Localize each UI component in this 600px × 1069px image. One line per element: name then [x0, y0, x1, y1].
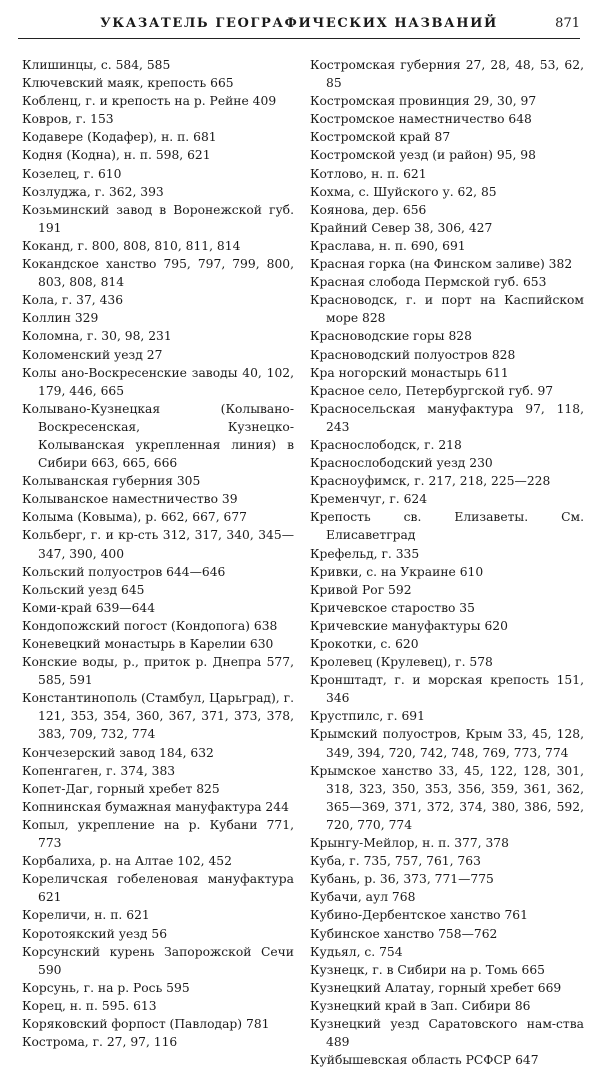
index-entry: Копет-Даг, горный хребет 825 — [22, 781, 220, 796]
index-entry: Кореличи, н. п. 621 — [22, 908, 150, 923]
index-entry: Ключевский маяк, крепость 665 — [22, 76, 234, 91]
index-entry: Краслава, н. п. 690, 691 — [310, 238, 466, 253]
index-entry: Кузнецкий уезд Саратовского нам-ства 489 — [310, 1016, 584, 1050]
index-entry: Коряковский форпост (Павлодар) 781 — [22, 1016, 270, 1031]
index-entry: Копыл, укрепление на р. Кубани 771, 773 — [22, 817, 294, 851]
index-entry: Красносельская мануфактура 97, 118, 243 — [310, 401, 584, 434]
index-entry: Костромская губерния 27, 28, 48, 53, 62, 85 — [310, 58, 584, 91]
index-entry: Костромское наместничество 648 — [310, 112, 532, 127]
index-entry: Кременчуг, г. 624 — [310, 492, 428, 507]
index-entry: Колывано-Кузнецкая (Колывано-Воскресенская, Кузнецко-Колыванская укрепленная линия) в Сибири 663, 665, 666 — [22, 401, 294, 471]
index-entry: Коми-край 639—644 — [22, 600, 156, 615]
index-entry: Кодня (Кодна), н. п. 598, 621 — [22, 148, 211, 163]
index-entry: Клишинцы, с. 584, 585 — [22, 58, 171, 72]
index-column-left — [22, 56, 294, 1051]
index-entry: Колыма (Ковыма), р. 662, 667, 677 — [22, 510, 248, 525]
index-column-right — [310, 56, 584, 1069]
index-entry: Кондопожский погост (Кондопога) 638 — [22, 618, 278, 633]
index-entry: Кубачи, аул 768 — [310, 890, 416, 905]
index-entry: Красноводск, г. и порт на Каспийском море 828 — [310, 293, 584, 326]
index-entry: Кола, г. 37, 436 — [22, 293, 124, 308]
index-entry: Кохма, с. Шуйского у. 62, 85 — [310, 184, 497, 199]
index-entry: Крокотки, с. 620 — [310, 637, 419, 651]
index-entry: Козелец, г. 610 — [22, 166, 122, 181]
index-entry: Коянова, дер. 656 — [310, 202, 427, 217]
index-entry: Крымское ханство 33, 45, 122, 128, 301, 318, 323, 350, 353, 356, 359, 361, 362, 365—369, 371, 372, 374, 380, 386, 592, 720, 770, 774 — [310, 763, 584, 832]
index-entry: Краснослободск, г. 218 — [310, 437, 462, 452]
index-entry: Красное село, Петербургской губ. 97 — [310, 383, 554, 398]
index-entry: Колыванское наместничество 39 — [22, 492, 238, 507]
index-entry: Кузнецкий Алатау, горный хребет 669 — [310, 980, 562, 995]
index-entry: Красноуфимск, г. 217, 218, 225—228 — [310, 474, 551, 489]
index-entry: Кубань, р. 36, 373, 771—775 — [310, 872, 494, 887]
index-entry: Кричевские мануфактуры 620 — [310, 618, 508, 633]
index-entry: Копнинская бумажная мануфактура 244 — [22, 799, 289, 814]
index-entry: Кореличская гобеленовая мануфактура 621 — [22, 872, 294, 905]
index-entry: Красная слобода Пермской губ. 653 — [310, 275, 547, 290]
index-entry: Козлуджа, г. 362, 393 — [22, 184, 164, 199]
index-entry: Кончезерский завод 184, 632 — [22, 745, 214, 760]
index-entry: Конские воды, р., приток р. Днепра 577, 585, 591 — [22, 655, 294, 688]
index-entry: Котлово, н. п. 621 — [310, 166, 427, 181]
index-entry: Коломна, г. 30, 98, 231 — [22, 329, 172, 344]
index-entry: Кольберг, г. и кр-сть 312, 317, 340, 345—347, 390, 400 — [22, 528, 294, 561]
index-entry: Колыванская губерния 305 — [22, 474, 201, 489]
index-entry: Кострома, г. 27, 97, 116 — [22, 1035, 178, 1050]
index-entry: Коканд, г. 800, 808, 810, 811, 814 — [22, 238, 241, 253]
running-title: УКАЗАТЕЛЬ ГЕОГРАФИЧЕСКИХ НАЗВАНИЙ — [100, 16, 498, 31]
page-header — [18, 14, 580, 39]
index-entry: Коневецкий монастырь в Карелии 630 — [22, 637, 274, 651]
index-entry: Крефельд, г. 335 — [310, 546, 420, 561]
index-entry: Крепость св. Елизаветы. См. Елисаветград — [310, 510, 584, 543]
index-entry: Красноводский полуостров 828 — [310, 347, 516, 362]
index-entry: Коллин 329 — [22, 311, 99, 326]
index-entry: Корсунь, г. на р. Рось 595 — [22, 980, 190, 995]
index-entry: Кольский уезд 645 — [22, 582, 145, 597]
index-entry: Константинополь (Стамбул, Царьград), г. 121, 353, 354, 360, 367, 371, 373, 378, 383, 709, 732, 774 — [22, 691, 294, 742]
index-entry: Крустпилс, г. 691 — [310, 709, 425, 724]
index-entry: Куба, г. 735, 757, 761, 763 — [310, 854, 481, 869]
index-entry: Кривки, с. на Украине 610 — [310, 564, 484, 579]
index-entry: Коломенский уезд 27 — [22, 347, 163, 362]
index-entry: Крымский полуостров, Крым 33, 45, 128, 349, 394, 720, 742, 748, 769, 773, 774 — [310, 727, 584, 760]
index-entry: Кольский полуостров 644—646 — [22, 564, 226, 579]
index-entry: Корец, н. п. 595. 613 — [22, 998, 157, 1013]
index-entry: Кокандское ханство 795, 797, 799, 800, 803, 808, 814 — [22, 257, 294, 290]
index-entry: Кривой Рог 592 — [310, 582, 412, 597]
index-entry: Корбалиха, р. на Алтае 102, 452 — [22, 854, 232, 869]
index-entry: Крайний Север 38, 306, 427 — [310, 220, 493, 235]
index-entry: Коротоякский уезд 56 — [22, 926, 168, 941]
page-number: 871 — [555, 16, 580, 31]
index-entry: Козьминский завод в Воронежской губ. 191 — [22, 202, 294, 235]
index-entry: Кричевское староство 35 — [310, 600, 475, 615]
index-entry: Краснослободский уезд 230 — [310, 456, 493, 471]
index-entry: Корсунский курень Запорожской Сечи 590 — [22, 944, 294, 977]
index-entry: Куйбышевская область РСФСР 647 — [310, 1053, 539, 1068]
index-entry: Кобленц, г. и крепость на р. Рейне 409 — [22, 94, 277, 109]
index-entry: Кубино-Дербентское ханство 761 — [310, 908, 528, 923]
index-entry: Красная горка (на Финском заливе) 382 — [310, 257, 573, 272]
index-entry: Кузнецкий край в Зап. Сибири 86 — [310, 998, 531, 1013]
index-entry: Кубинское ханство 758—762 — [310, 926, 498, 941]
index-entry: Кронштадт, г. и морская крепость 151, 346 — [310, 673, 584, 706]
index-entry: Костромской край 87 — [310, 130, 451, 145]
index-entry: Красноводские горы 828 — [310, 329, 472, 344]
index-entry: Костромская провинция 29, 30, 97 — [310, 94, 537, 109]
index-entry: Кра ногорский монастырь 611 — [310, 365, 509, 380]
index-entry: Колы ано-Воскресенские заводы 40, 102, 179, 446, 665 — [22, 365, 294, 398]
index-entry: Кудьял, с. 754 — [310, 944, 403, 959]
index-entry: Костромской уезд (и район) 95, 98 — [310, 148, 536, 163]
index-entry: Кодавере (Кодафер), н. п. 681 — [22, 130, 217, 145]
index-entry: Кузнецк, г. в Сибири на р. Томь 665 — [310, 962, 545, 977]
index-entry: Кролевец (Крулевец), г. 578 — [310, 655, 493, 670]
index-entry: Ковров, г. 153 — [22, 112, 114, 127]
index-entry: Копенгаген, г. 374, 383 — [22, 763, 176, 778]
index-entry: Крынгу-Мейлор, н. п. 377, 378 — [310, 836, 509, 851]
